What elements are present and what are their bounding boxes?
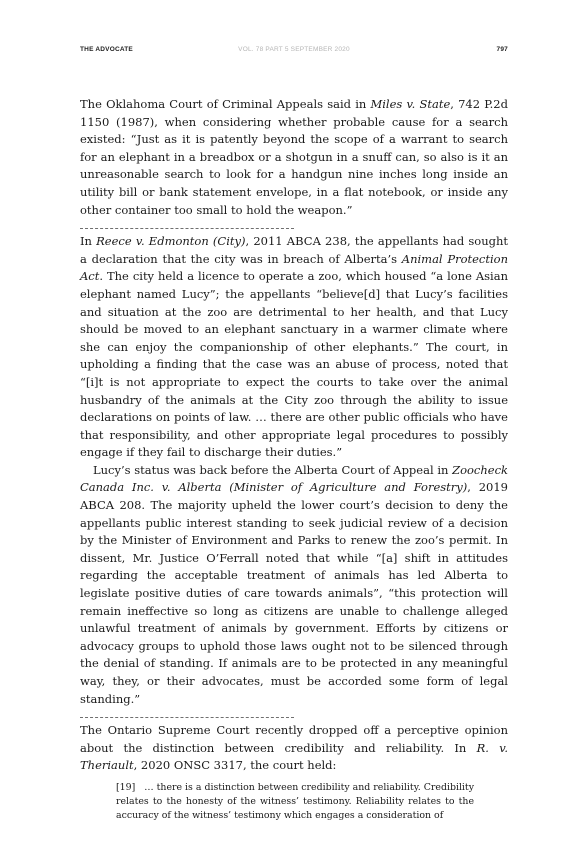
case-name: Zoocheck Canada Inc. v. Alberta (Minister of Agriculture and Forestry) [80, 462, 508, 495]
running-header [80, 46, 508, 58]
case-name: Reece v. Edmonton (City) [96, 234, 246, 249]
paragraph-reece [80, 233, 508, 462]
text-run: , 2011 ABCA 238, the appellants had sought a declaration that the city was in breach of Alberta’s [80, 234, 508, 266]
quote-paragraph-number: [19] [116, 781, 136, 793]
text-run: , 742 P.2d 1150 (1987), when considering whether probable cause for a search existed: “Just as it is patently beyond the scope of a warrant to search for an elephant in a breadbox or a shotgun in a snuff can, so also is it an unreasonable search to look for a handgun nine inches long inside an utility bill or bank statement envelope, in a flat notebook, or inside any other container too small to hold the weapon.” [80, 97, 508, 217]
text-run: The Oklahoma Court of Criminal Appeals said in [80, 97, 371, 111]
issue-info: VOL. 78 PART 5 SEPTEMBER 2020 [238, 46, 350, 53]
statute-name: Animal Protection Act [80, 251, 508, 284]
text-run: . The city held a licence to operate a zoo, which housed “a lone Asian elephant named Lucy”; the appellants “believe[d] that Lucy’s facilities and situation at the zoo are detrimental to her health, and that Lucy should be moved to an elephant sanctuary in a warmer climate where she can enjoy the companionship of other elephants.” The court, in upholding a finding that the case was an abuse of process, noted that “[i]t is not appropriate to expect the courts to take over the animal husbandry of the animals at the City zoo through the ability to issue declarations on points of law. … there are other public officials who have that responsibility, and other appropriate legal procedures to possibly engage if they fail to discharge their duties.” [80, 269, 508, 460]
paragraph-zoocheck [80, 462, 508, 708]
paragraph-theriault [80, 722, 508, 775]
quote-text: … there is a distinction between credibility and reliability. Credibility relates to the honesty of the witness’ testimony. Reliability relates to the accuracy of the witness’ testimony which engages a consideration of [116, 781, 474, 822]
block-quote [116, 781, 474, 824]
page-number: 797 [496, 46, 508, 53]
section-divider [80, 222, 294, 229]
journal-title: THE ADVOCATE [80, 46, 133, 53]
section-divider [80, 711, 294, 718]
text-run: , 2020 ONSC 3317, the court held: [133, 758, 337, 773]
article-body [80, 96, 508, 824]
paragraph-oklahoma [80, 96, 508, 219]
text-run: In [80, 234, 97, 249]
text-run: The Ontario Supreme Court recently dropped off a perceptive opinion about the distinction between credibility and reliability. In [80, 723, 508, 755]
case-name: Miles v. State [370, 97, 451, 111]
text-run: Lucy’s status was back before the Alberta Court of Appeal in [93, 462, 453, 477]
case-name: R. v. Theriault [80, 740, 508, 773]
text-run: , 2019 ABCA 208. The majority upheld the lower court’s decision to deny the appellants public interest standing to seek judicial review of a decision by the Minister of Environment and Parks to renew the zoo’s permit. In dissent, Mr. Justice O’Ferrall noted that while “[a] shift in attitudes regarding the acceptable treatment of animals has led Alberta to legislate positive duties of care towards animals”, “this protection will remain ineffective so long as citizens are unable to challenge alleged unlawful treatment of animals by government. Efforts by citizens or advocacy groups to uphold those laws ought not to be silenced through the denial of standing. If animals are to be protected in any meaningful way, they, or their advocates, must be accorded some form of legal standing.” [80, 480, 509, 706]
